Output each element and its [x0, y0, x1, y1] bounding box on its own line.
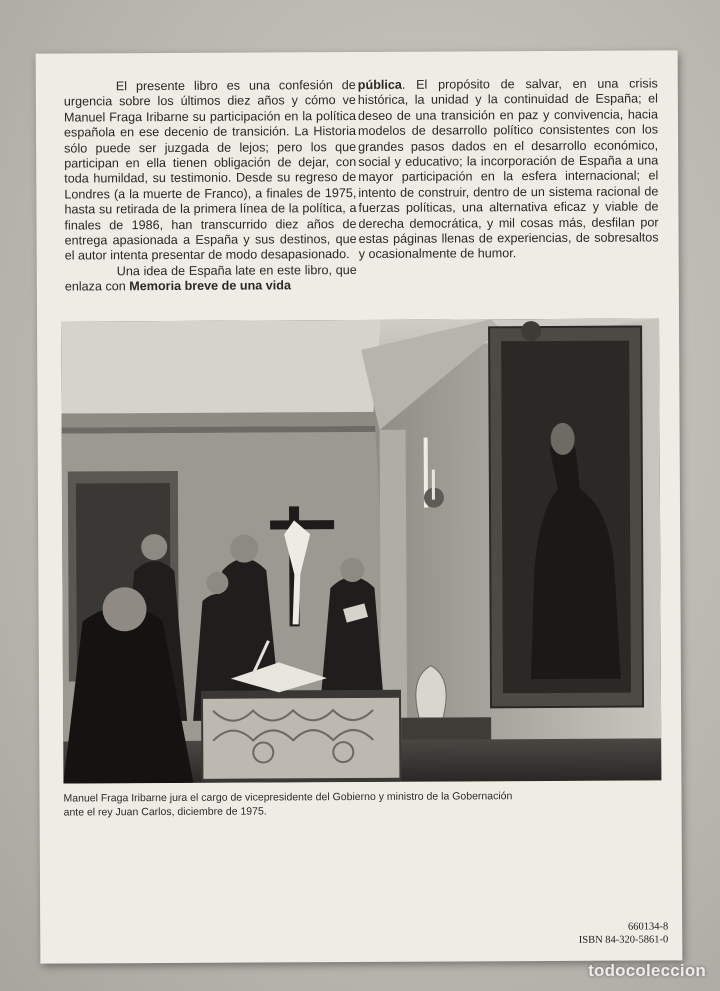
photo-caption-line-1: Manuel Fraga Iribarne jura el cargo de vicepresidente del Gobierno y ministro de la Gobernación [63, 790, 513, 805]
blurb-right-column [358, 76, 659, 262]
site-watermark: todocoleccion [588, 961, 706, 980]
product-codes [579, 920, 669, 946]
blurb-paragraph-2 [65, 263, 357, 295]
blurb-paragraph-3-text: . El propósito de salvar, en una crisis histórica, la unidad y la continuidad de España; el deseo de una transición en paz y convivencia, hacia modelos de desarrollo político consistentes con los grandes pasos dados en el desarrollo económico, social y educativo; la incorporación de España a una mayor participación en la esfera internacional; el intento de construir, dentro de un sistema racional de fuerzas políticas, una alternativa eficaz y viable de derecha democrática, y mil cosas más, desfilan por estas páginas llenas de experiencias, de sobresaltos y ocasionalmente de humor. [357, 76, 659, 262]
swearing-in-photo [61, 318, 661, 783]
book-back-cover [36, 50, 683, 963]
blurb-paragraph-2-text: Una idea de España late en este libro, que enlaza con [64, 262, 357, 294]
blurb-paragraph-3 [358, 76, 659, 262]
book-title-reference-end: pública [357, 77, 402, 93]
blurb-paragraph-1: El presente libro es una confesión de urgencia sobre los últimos diez años y cómo ve Manuel Fraga Iribarne su participación en la política española en ese decenio de transición. La Historia sólo puede ser juzgada de lejos; pero los que participan en ella tienen obligación de dejar, con toda humildad, su testimonio. Desde su regreso de Londres (a la muerte de Franco), a finales de 1975, hasta su retirada de la primera línea de la política, a finales de 1986, han transcurrido diez años de entrega apasionada a España y sus destinos, que el autor intenta presentar de modo desapasionado. [63, 78, 357, 264]
book-title-reference: Memoria breve de una vida [129, 278, 291, 294]
photo-caption [63, 788, 663, 819]
isbn-number: ISBN 84-320-5861-0 [578, 934, 669, 946]
photo-illustration [61, 318, 661, 783]
catalog-number: 660134-8 [627, 921, 669, 933]
blurb-left-column [64, 78, 357, 295]
photo-caption-line-2: ante el rey Juan Carlos, diciembre de 1975. [63, 805, 267, 819]
